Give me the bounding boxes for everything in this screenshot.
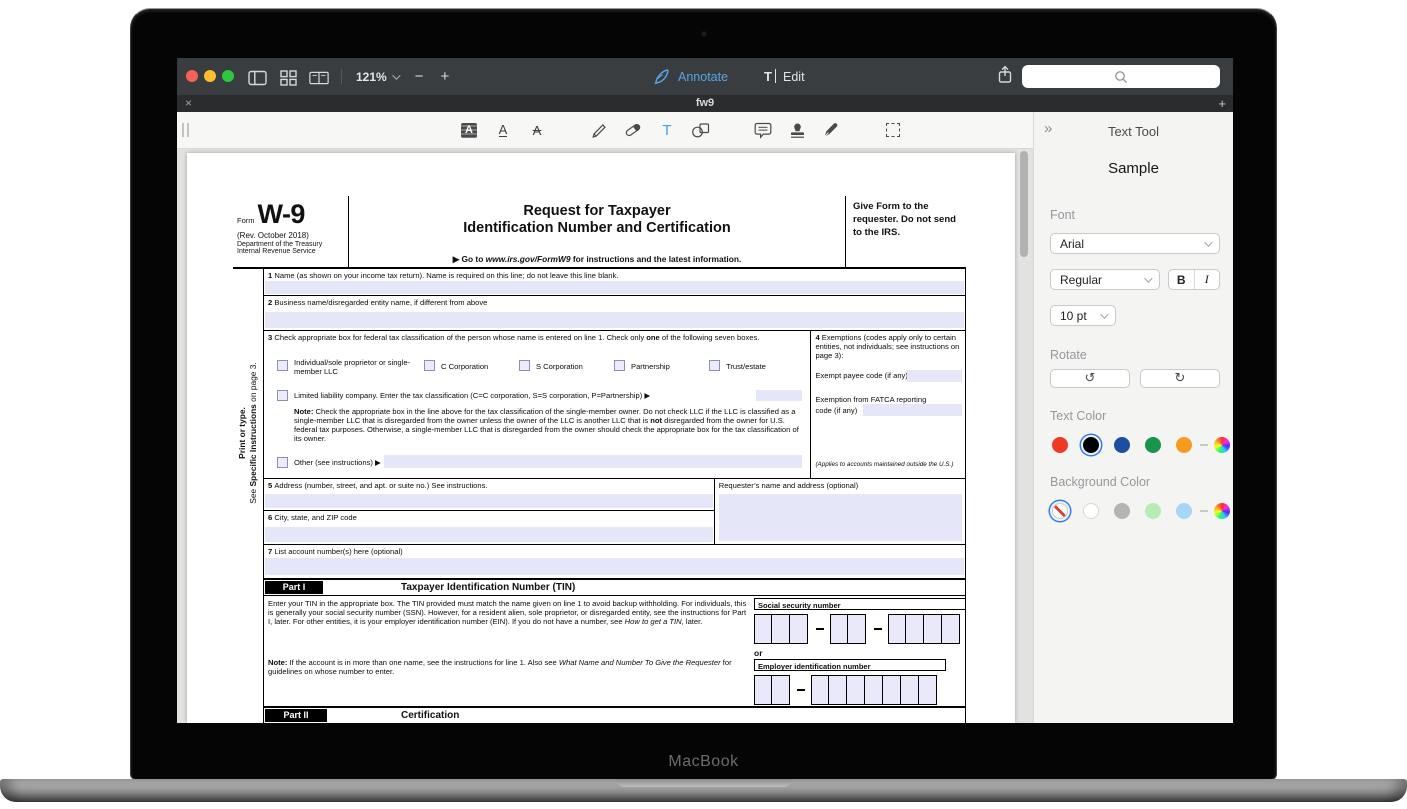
ssn-digit-cell[interactable]	[754, 614, 772, 644]
rotate-ccw-button[interactable]: ↺	[1050, 369, 1130, 388]
new-tab-icon[interactable]: +	[1218, 96, 1226, 111]
checkbox-c-corporation[interactable]	[424, 360, 435, 371]
form-row-1: 1 Name (as shown on your income tax return). Name is required on this line; do not leave this line blank.	[264, 269, 965, 296]
checkbox-partnership[interactable]	[614, 360, 625, 371]
swatch-divider	[1200, 510, 1208, 512]
bold-italic-group	[1168, 269, 1220, 290]
thumbnail-grid-view-icon[interactable]	[278, 67, 298, 89]
text-color-black-swatch-selected[interactable]	[1083, 437, 1099, 453]
bold-button[interactable]: B	[1169, 270, 1195, 289]
bg-color-white-swatch[interactable]	[1083, 503, 1099, 519]
traffic-light-minimize-button[interactable]	[204, 70, 216, 82]
ssn-boxes-group2	[830, 614, 866, 644]
field-exempt-payee-code[interactable]	[907, 370, 962, 382]
strikethrough-tool-button[interactable]: A	[532, 122, 542, 138]
ssn-boxes-group1	[754, 614, 808, 644]
ssn-digit-cell[interactable]	[888, 614, 906, 644]
text-color-blue-swatch[interactable]	[1114, 437, 1130, 453]
checkbox-llc-label: Limited liability company. Enter the tax classification (C=C corporation, S=S corporation, P=Partnership) ▶	[294, 391, 651, 400]
chevron-down-icon	[1204, 238, 1212, 246]
search-icon	[1114, 70, 1128, 84]
applies-note: (Applies to accounts maintained outside the U.S.)	[815, 461, 954, 468]
font-style-dropdown[interactable]: Regular	[1050, 269, 1160, 290]
text-color-swatches	[1052, 437, 1230, 453]
field-account-numbers[interactable]	[265, 558, 964, 575]
tab-bar	[177, 95, 1233, 112]
ssn-label-box: Social security number	[754, 598, 966, 610]
custom-color-wheel-icon[interactable]	[1214, 503, 1230, 519]
signature-pen-tool-button[interactable]	[821, 119, 841, 141]
ssn-dash	[874, 628, 882, 630]
ssn-digit-cell[interactable]	[830, 614, 848, 644]
checkbox-other-label: Other (see instructions) ▶	[294, 458, 381, 467]
laptop-base	[0, 779, 1407, 802]
traffic-light-close-button[interactable]	[186, 70, 198, 82]
zoom-out-button[interactable]: −	[414, 68, 424, 85]
laptop-notch	[616, 779, 792, 787]
tab-title[interactable]: fw9	[695, 97, 715, 109]
field-name[interactable]	[265, 281, 964, 294]
ssn-digit-cell[interactable]	[772, 614, 790, 644]
bg-color-gray-swatch[interactable]	[1114, 503, 1130, 519]
part1-title: Taxpayer Identification Number (TIN)	[401, 582, 576, 593]
print-or-type-side-note: Print or type. See Specific Instructions on page 3.	[237, 362, 258, 504]
fatca-label-line1: Exemption from FATCA reporting	[815, 395, 927, 404]
traffic-light-zoom-button[interactable]	[222, 70, 234, 82]
tin-instructions: Enter your TIN in the appropriate box. The TIN provided must match the name given on line 1 to avoid backup withholding. For individuals, this is generally your social security number (SSN). However, for a resident alien, sole proprietor, or disregarded entity, see the instructions for Part I, later. For other entities, it is your employer identification number (EIN). If you do not have a number, see How to get a TIN, later.	[268, 599, 747, 627]
camera-icon	[701, 31, 707, 37]
exemptions-label: Exemptions (codes apply only to certain entities, not individuals; see instructions on page 3):	[815, 333, 960, 361]
bg-color-none-swatch-selected[interactable]	[1052, 503, 1068, 519]
field-llc-classification[interactable]	[756, 390, 802, 401]
pdf-editor-window	[177, 58, 1233, 723]
stamp-tool-button[interactable]	[787, 119, 807, 141]
checkbox-s-corporation[interactable]	[519, 360, 530, 371]
text-color-green-swatch[interactable]	[1145, 437, 1161, 453]
field-address[interactable]	[265, 494, 713, 508]
ein-boxes-group1	[754, 675, 790, 705]
eraser-tool-button[interactable]	[623, 119, 643, 141]
collapse-panel-icon[interactable]: »	[1044, 120, 1053, 137]
ein-digit-cell[interactable]	[829, 675, 847, 705]
checkbox-partnership-label: Partnership	[631, 362, 670, 371]
italic-button[interactable]: I	[1204, 272, 1209, 286]
checkbox-individual-label: Individual/sole proprietor or single-member LLC	[294, 358, 411, 377]
swatch-divider	[1200, 444, 1208, 446]
ein-digit-cell[interactable]	[919, 675, 937, 705]
ein-digit-cell[interactable]	[811, 675, 829, 705]
tin-note: Note: If the account is in more than one name, see the instructions for line 1. Also see What Name and Number To Give the Requester for guidelines on whose number to enter.	[268, 658, 732, 677]
pencil-tool-button[interactable]	[589, 119, 609, 141]
ein-label-box: Employer identification number	[754, 659, 946, 671]
field-other[interactable]	[384, 455, 802, 468]
form-goto-line: ▶ Go to www.irs.gov/FormW9 for instructions and the latest information.	[452, 254, 742, 264]
bg-color-blue-swatch[interactable]	[1176, 503, 1192, 519]
text-tool-button[interactable]: T	[662, 121, 672, 139]
part1-badge: Part I	[265, 581, 323, 594]
tab-annotate[interactable]: Annotate	[653, 69, 728, 85]
ein-digit-cell[interactable]	[754, 675, 772, 705]
sidebar-view-icon[interactable]	[247, 67, 267, 89]
share-icon[interactable]	[997, 65, 1013, 90]
macbook-brand-label: MacBook	[668, 753, 739, 770]
pencil-icon	[590, 121, 608, 139]
ein-digit-cell[interactable]	[883, 675, 901, 705]
form-row-5-6: 5 Address (number, street, and apt. or suite no.) See instructions. 6 City, state, and ZIP code Requester’s name and address (optional)	[264, 479, 965, 545]
form-body	[263, 269, 966, 723]
text-color-orange-swatch[interactable]	[1176, 437, 1192, 453]
or-label: or	[754, 648, 763, 658]
text-color-red-swatch[interactable]	[1052, 437, 1068, 453]
speech-bubble-icon	[754, 122, 772, 139]
form-word: Form	[237, 216, 255, 225]
font-size-dropdown[interactable]: 10 pt	[1050, 305, 1116, 326]
checkbox-individual[interactable]	[277, 360, 288, 371]
document-area[interactable]	[177, 149, 1033, 723]
fatca-label-line2: code (if any)	[815, 406, 858, 415]
ssn-digit-cell[interactable]	[790, 614, 808, 644]
form-row-7: 7 List account number(s) here (optional)	[264, 545, 965, 580]
ein-digit-cell[interactable]	[865, 675, 883, 705]
form-header	[233, 196, 966, 269]
form-row-3-4: 3 Check appropriate box for federal tax classification of the person whose name is entered on line 1. Check only one of the following seven boxes. Individual/sole proprietor or single-member LLC C Corporation S Corporation Partnership Trust/estate Limited liability company. Enter the tax classification (C=C corporation, S=S corporation, P=Partnership) ▶ Note: Check the appropriate box in the line above for the tax classification of the single-member owner. Do not check LLC if the LLC is classified as a single-member LLC that is disregarded from the owner unless the owner of the LLC is another LLC that is not disregarded from the owner for U.S. federal tax purposes. Otherwise, a single-member LLC that is disregarded from the owner should check the appropriate box for the tax classification of its owner. Other (see instructions) ▶ 4 Exemptions (codes apply only to certain entities, not individuals; see instructions on page 3): Exempt payee code (if any) Exemption from FATCA reporting code (if any) (Applies to accounts maintained outside the U.S.)	[264, 331, 965, 479]
requester-label: Requester’s name and address (optional)	[718, 481, 859, 490]
select-tool-button[interactable]	[883, 119, 903, 141]
search-input[interactable]	[1022, 65, 1220, 88]
w9-form-page	[187, 153, 1015, 723]
bg-color-swatches	[1052, 503, 1230, 519]
ein-digit-cell[interactable]	[847, 675, 865, 705]
shapes-tool-button[interactable]	[691, 119, 711, 141]
tab-edit[interactable]: T Edit	[764, 69, 805, 84]
zoom-level-dropdown[interactable]: 121%	[356, 69, 387, 84]
part1-header	[264, 580, 965, 596]
ssn-dash	[816, 628, 824, 630]
ssn-boxes-group3	[888, 614, 960, 644]
ein-digit-cell[interactable]	[772, 675, 790, 705]
vertical-scrollbar[interactable]	[1020, 151, 1028, 257]
annotation-toolbar	[177, 112, 1033, 149]
part2-title: Certification	[401, 710, 460, 721]
form-row-2: 2 Business name/disregarded entity name, if different from above	[264, 296, 965, 331]
rotate-cw-button[interactable]: ↻	[1140, 369, 1220, 388]
text-cursor-icon: T	[764, 69, 776, 84]
highlight-text-tool-button[interactable]: A	[459, 119, 479, 141]
ein-dash	[797, 689, 805, 691]
checkbox-s-corporation-label: S Corporation	[536, 362, 583, 371]
ssn-digit-cell[interactable]	[848, 614, 866, 644]
chevron-down-icon[interactable]	[392, 71, 400, 79]
llc-note: Note: Check the appropriate box in the line above for the tax classification of the single-member owner. Do not check LLC if the LLC is classified as a single-member LLC that is disregarded from the owner unless the owner of the LLC is another LLC that is not disregarded from the owner for U.S. federal tax purposes. Otherwise, a single-member LLC that is disregarded from the owner should check the appropriate box for the tax classification of its owner.	[294, 407, 799, 444]
eraser-icon	[624, 121, 642, 139]
field-business-name[interactable]	[265, 312, 964, 328]
checkbox-trust-estate-label: Trust/estate	[726, 362, 766, 371]
font-section-label: Font	[1050, 208, 1076, 222]
laptop-screen	[130, 8, 1277, 780]
panel-title: Text Tool	[1107, 124, 1160, 139]
custom-color-wheel-icon[interactable]	[1214, 437, 1230, 453]
bg-color-green-swatch[interactable]	[1145, 503, 1161, 519]
selection-dashed-icon	[886, 123, 900, 137]
chevron-down-icon	[1100, 310, 1108, 318]
part1-body	[264, 596, 965, 708]
text-tool-panel	[1033, 112, 1233, 723]
checkbox-other[interactable]	[277, 457, 288, 468]
field-fatca-code[interactable]	[863, 404, 962, 416]
ssn-digit-cell[interactable]	[906, 614, 924, 644]
stamp-icon	[789, 122, 806, 139]
sample-text-preview: Sample	[1108, 160, 1159, 177]
shapes-icon	[691, 121, 711, 139]
zoom-in-button[interactable]: +	[440, 68, 450, 85]
two-page-view-icon[interactable]	[309, 67, 329, 89]
text-color-section-label: Text Color	[1050, 409, 1107, 423]
checkbox-trust-estate[interactable]	[709, 360, 720, 371]
chevron-down-icon	[1144, 274, 1152, 282]
ein-boxes-group2	[811, 675, 937, 705]
part2-badge: Part II	[265, 709, 327, 722]
ein-digit-cell[interactable]	[901, 675, 919, 705]
exempt-payee-label: Exempt payee code (if any)	[815, 371, 908, 380]
field-city-state-zip[interactable]	[265, 527, 713, 542]
form-dept: Department of the Treasury	[237, 241, 323, 248]
tab-close-icon[interactable]: ×	[185, 96, 193, 110]
bg-color-section-label: Background Color	[1050, 475, 1151, 489]
comment-tool-button[interactable]	[753, 119, 773, 141]
form-number: W-9	[257, 199, 305, 229]
field-requester-name-address[interactable]	[719, 494, 962, 541]
part2-header	[264, 708, 965, 723]
underline-tool-button[interactable]: A	[498, 121, 508, 137]
ssn-digit-cell[interactable]	[924, 614, 942, 644]
checkbox-llc[interactable]	[277, 390, 288, 401]
ssn-digit-cell[interactable]	[942, 614, 960, 644]
give-form-note: Give Form to the requester. Do not send to the IRS.	[853, 201, 956, 238]
form-title: Request for Taxpayer Identification Number and Certification	[463, 203, 731, 236]
checkbox-c-corporation-label: C Corporation	[441, 362, 489, 371]
feather-pen-icon	[653, 69, 670, 85]
toolbar-divider	[341, 69, 342, 84]
form-revision: (Rev. October 2018)	[237, 231, 309, 240]
rotate-section-label: Rotate	[1050, 348, 1087, 362]
toolbar-drag-handle[interactable]	[182, 123, 189, 137]
fountain-pen-icon	[822, 121, 840, 139]
main-toolbar	[177, 58, 1233, 95]
form-irs: Internal Revenue Service	[237, 248, 316, 255]
font-family-dropdown[interactable]: Arial	[1050, 233, 1220, 254]
